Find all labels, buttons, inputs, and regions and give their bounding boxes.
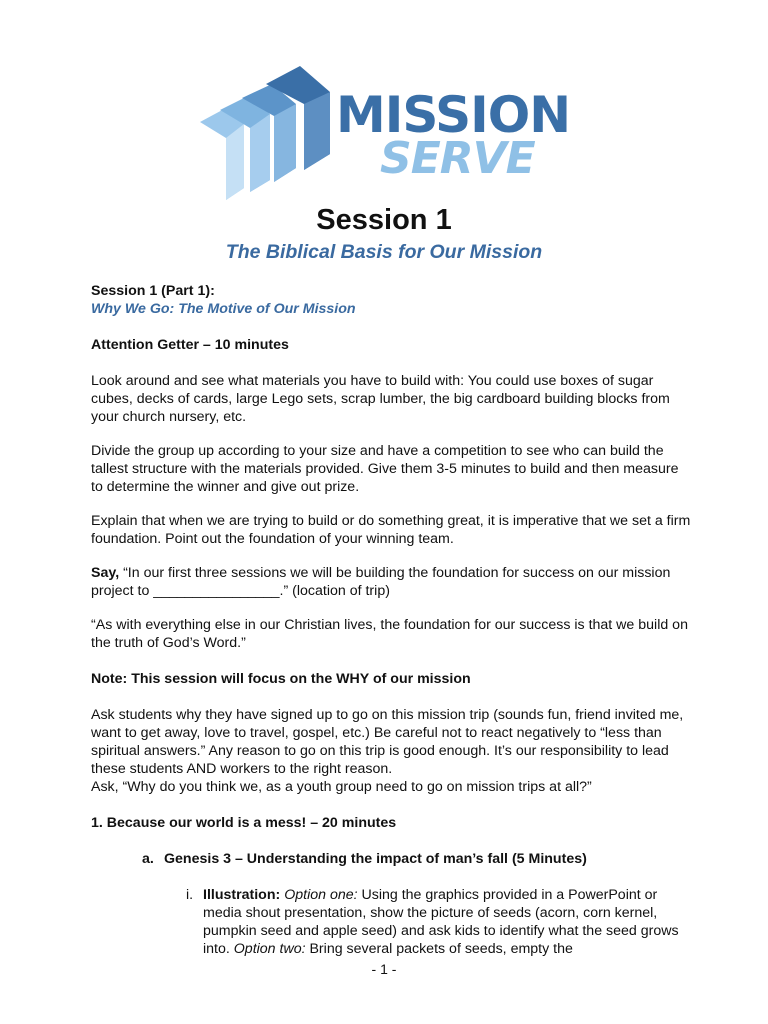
attention-paragraph-2: Divide the group up according to your size and have a competition to see who can build the tallest structure with the materials provided. Give them 3-5 minutes to build and then measure to determine the winner and give out prize.: [91, 443, 679, 495]
section1-item-a: [142, 850, 691, 868]
attention-heading: Attention Getter – 10 minutes: [91, 337, 289, 353]
note-heading: Note: This session will focus on the WHY of our mission: [91, 671, 471, 687]
part-subtitle: Why We Go: The Motive of Our Mission: [91, 301, 356, 317]
section1-heading: 1. Because our world is a mess! – 20 minutes: [91, 815, 397, 831]
students-paragraph-2: Ask, “Why do you think we, as a youth group need to go on mission trips at all?”: [91, 779, 592, 795]
document-body: [91, 282, 691, 958]
option-two-label: Option two:: [233, 941, 306, 957]
illustration-text-1: Using the graphics provided in a PowerPoint or media shout presentation, show the picture of seeds (acorn, corn kernel, pumpkin seed and apple seed) and ask kids to identify what the seed grows into.: [203, 887, 679, 957]
say-paragraph: [91, 564, 691, 600]
say-text: “In our first three sessions we will be building the foundation for success on our mission project to ________________.” (location of trip): [91, 565, 671, 599]
logo-word-serve: SERVE: [380, 133, 535, 184]
mission-serve-logo: [196, 64, 576, 206]
item-a-marker: a.: [142, 851, 154, 867]
page-number: - 1 -: [371, 961, 397, 977]
option-one-label: Option one:: [284, 887, 358, 903]
illustration-label: Illustration:: [203, 887, 281, 903]
item-a-text: Genesis 3 – Understanding the impact of man’s fall (5 Minutes): [164, 851, 587, 867]
chevron-logo-icon: [196, 64, 346, 206]
logo-word-mission: MISSION: [336, 86, 571, 144]
attention-paragraph-1: Look around and see what materials you have to build with: You could use boxes of sugar cubes, decks of cards, large Lego sets, scrap lumber, the big cardboard building blocks from your church nursery, etc.: [91, 373, 670, 425]
illustration-text-2: Bring several packets of seeds, empty the: [305, 941, 573, 957]
item-i-marker: i.: [186, 887, 194, 903]
say-label: Say,: [91, 565, 120, 581]
students-paragraph-1: Ask students why they have signed up to go on this mission trip (sounds fun, friend invited me, want to get away, love to travel, gospel, etc.) Be careful not to react negatively to “less than spiritual answers.” Any reason to go on this trip is good enough. It’s our responsibility to lead these students AND workers to the right reason.: [91, 707, 684, 777]
attention-paragraph-5: “As with everything else in our Christian lives, the foundation for our success is that we build on the truth of God’s Word.”: [91, 617, 688, 651]
part-label: Session 1 (Part 1):: [91, 283, 215, 299]
page-subtitle: The Biblical Basis for Our Mission: [225, 241, 543, 263]
section1-item-i: [186, 886, 691, 958]
page-title: Session 1: [316, 204, 452, 236]
attention-paragraph-3: Explain that when we are trying to build or do something great, it is imperative that we set a firm foundation. Point out the foundation of your winning team.: [91, 513, 691, 547]
